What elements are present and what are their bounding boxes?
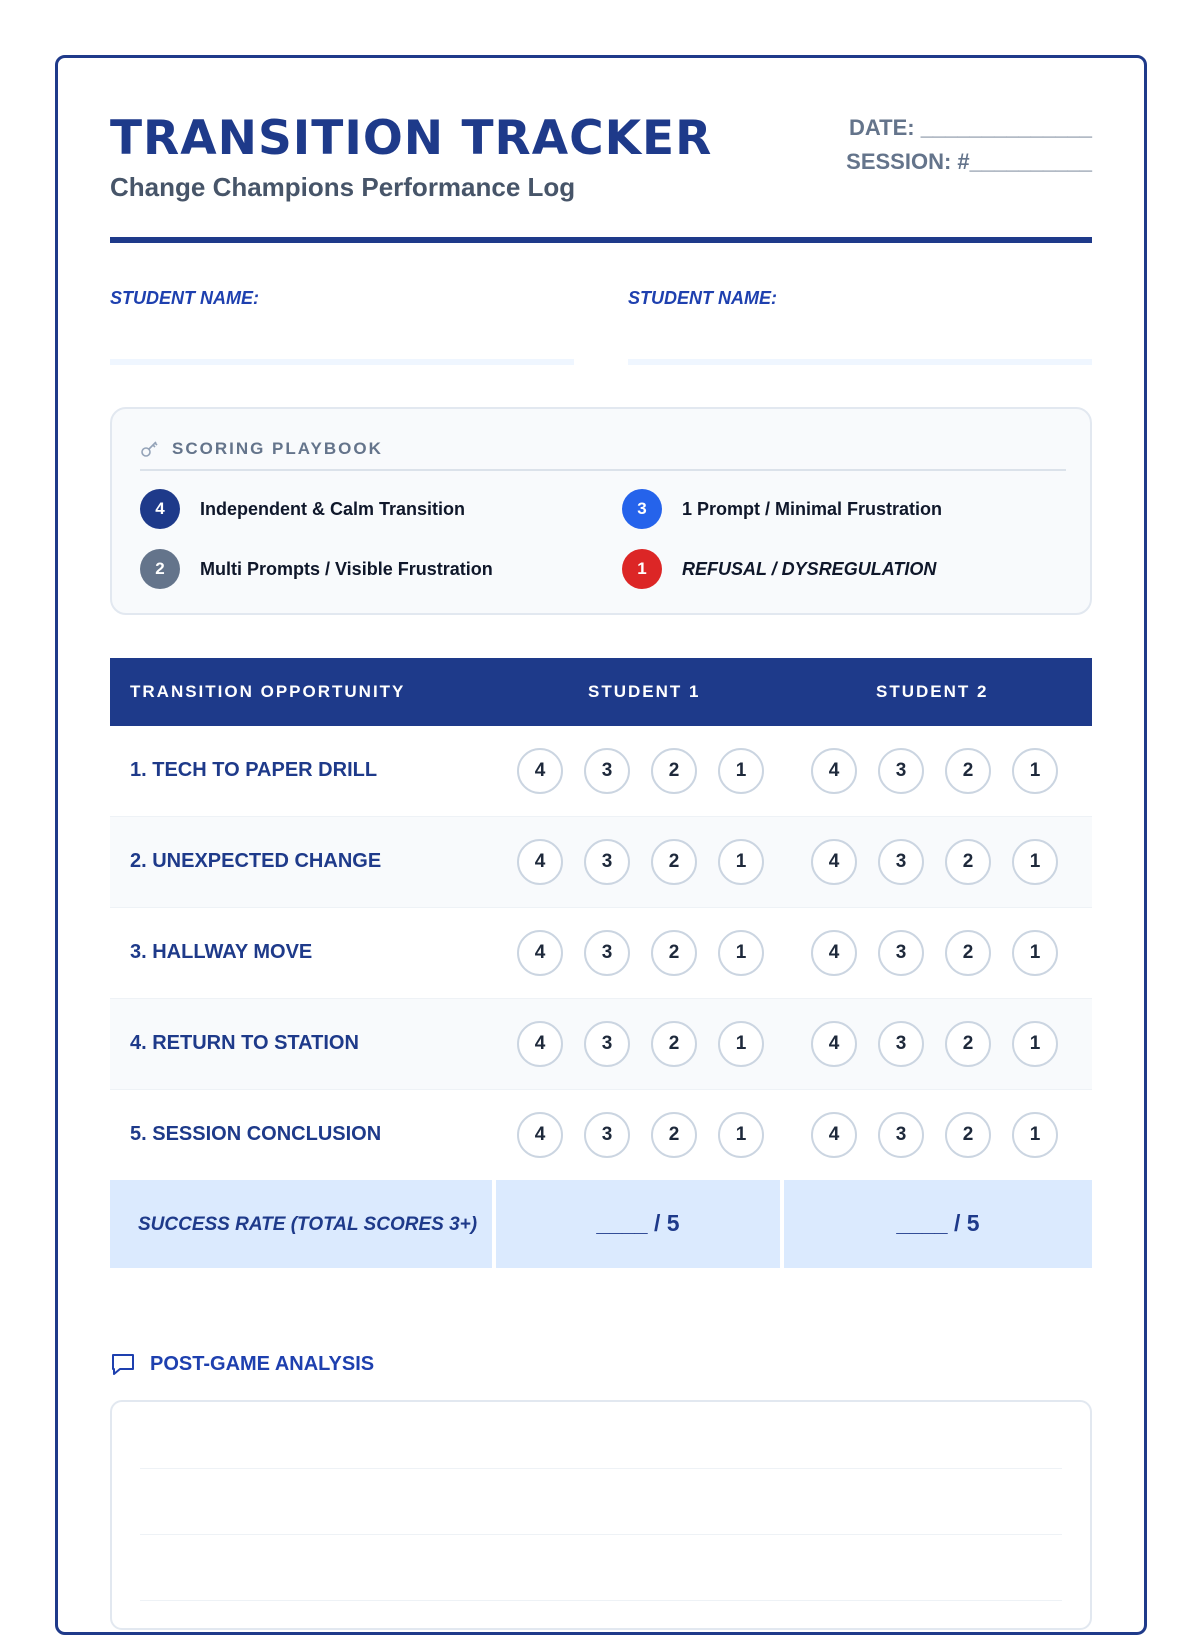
legend-dot-4: 4 [140, 489, 180, 529]
student-2-score-option[interactable]: 1 [1012, 930, 1058, 976]
student-2-score-option[interactable]: 2 [945, 930, 991, 976]
transition-label: 3. HALLWAY MOVE [130, 941, 313, 963]
legend-label-1: REFUSAL / DYSREGULATION [682, 559, 937, 579]
table-row [110, 908, 1092, 998]
student-1-score-option[interactable]: 3 [584, 748, 630, 794]
student-1-score-option[interactable]: 1 [718, 748, 764, 794]
key-icon [140, 439, 160, 464]
analysis-notes[interactable] [110, 1400, 1092, 1630]
header-transition: TRANSITION OPPORTUNITY [130, 682, 406, 701]
student-1-score-option[interactable]: 2 [651, 1021, 697, 1067]
table-row [110, 816, 1092, 908]
student-1-score-option[interactable]: 1 [718, 930, 764, 976]
notes-line [140, 1534, 1062, 1535]
student-2-score-option[interactable]: 3 [878, 839, 924, 885]
student-1-score-option[interactable]: 2 [651, 1112, 697, 1158]
header [110, 109, 1092, 243]
student-2-score-option[interactable]: 2 [945, 1112, 991, 1158]
student-2-score-option[interactable]: 3 [878, 930, 924, 976]
date-session-block [846, 111, 1092, 179]
student-2-score-option[interactable]: 1 [1012, 1021, 1058, 1067]
student-1-total-cell[interactable] [496, 1180, 780, 1268]
sheet-content [55, 55, 1147, 1600]
student-2-score-option[interactable]: 1 [1012, 1112, 1058, 1158]
header-student-1: STUDENT 1 [588, 682, 701, 701]
student-name-block-1 [110, 287, 574, 365]
student-1-score-option[interactable]: 4 [517, 839, 563, 885]
legend-label-3: 1 Prompt / Minimal Frustration [682, 499, 943, 519]
student-1-score-option[interactable]: 2 [651, 748, 697, 794]
student-2-total-cell[interactable] [784, 1180, 1092, 1268]
student-2-score-option[interactable]: 4 [811, 1021, 857, 1067]
success-rate-label: SUCCESS RATE (TOTAL SCORES 3+) [138, 1214, 478, 1235]
table-body [110, 726, 1092, 1180]
transition-label: 5. SESSION CONCLUSION [130, 1123, 382, 1145]
legend-dot-1: 1 [622, 549, 662, 589]
student-2-score-option[interactable]: 4 [811, 839, 857, 885]
student-2-score-option[interactable]: 3 [878, 1021, 924, 1067]
student-1-score-option[interactable]: 1 [718, 1112, 764, 1158]
page-title: TRANSITION TRACKER [110, 111, 713, 166]
student-1-score-option[interactable]: 3 [584, 930, 630, 976]
legend-label-4: Independent & Calm Transition [200, 499, 466, 519]
page-subtitle: Change Champions Performance Log [110, 172, 576, 202]
student-1-score-option[interactable]: 3 [584, 839, 630, 885]
student-2-score-option[interactable]: 3 [878, 1112, 924, 1158]
student-name-label-1: STUDENT NAME: [110, 288, 259, 308]
student-1-score-option[interactable]: 2 [651, 930, 697, 976]
legend-dot-3: 3 [622, 489, 662, 529]
student-name-label-2: STUDENT NAME: [628, 288, 777, 308]
student-1-score-option[interactable]: 2 [651, 839, 697, 885]
table-row [110, 1090, 1092, 1180]
student-1-score-option[interactable]: 3 [584, 1021, 630, 1067]
notes-line [140, 1600, 1062, 1601]
student-1-score-option[interactable]: 4 [517, 1021, 563, 1067]
analysis-title: POST-GAME ANALYSIS [150, 1353, 375, 1375]
success-rate-row [110, 1180, 1092, 1268]
student-1-score-option[interactable]: 4 [517, 1112, 563, 1158]
student-1-score-option[interactable]: 3 [584, 1112, 630, 1158]
student-1-total: ____ / 5 [596, 1210, 680, 1236]
student-2-total: ____ / 5 [896, 1210, 980, 1236]
student-2-score-option[interactable]: 2 [945, 839, 991, 885]
student-2-score-option[interactable]: 1 [1012, 748, 1058, 794]
student-1-score-option[interactable]: 1 [718, 1021, 764, 1067]
student-name-block-2 [628, 287, 1092, 365]
student-2-score-option[interactable]: 4 [811, 930, 857, 976]
notes-line [140, 1468, 1062, 1469]
student-1-score-option[interactable]: 4 [517, 748, 563, 794]
student-names [110, 287, 1092, 367]
success-rate-label-cell [110, 1180, 492, 1268]
legend-label-2: Multi Prompts / Visible Frustration [200, 559, 493, 579]
legend-dot-2: 2 [140, 549, 180, 589]
table-row [110, 998, 1092, 1090]
student-name-field-2[interactable] [628, 359, 1092, 365]
table-row [110, 726, 1092, 816]
speech-bubble-icon [110, 1351, 136, 1382]
student-2-score-option[interactable]: 2 [945, 748, 991, 794]
table-header [110, 658, 1092, 726]
transition-label: 4. RETURN TO STATION [130, 1032, 359, 1054]
student-2-score-option[interactable]: 4 [811, 1112, 857, 1158]
student-2-score-option[interactable]: 3 [878, 748, 924, 794]
transition-label: 1. TECH TO PAPER DRILL [130, 759, 378, 781]
date-field[interactable]: DATE: ______________ [849, 115, 1092, 140]
session-field[interactable]: SESSION: #__________ [846, 149, 1092, 174]
student-2-score-option[interactable]: 2 [945, 1021, 991, 1067]
header-student-2: STUDENT 2 [876, 682, 989, 701]
playbook-header [140, 435, 1066, 471]
score-table [110, 658, 1092, 1268]
student-1-score-option[interactable]: 1 [718, 839, 764, 885]
playbook-title: SCORING PLAYBOOK [172, 439, 383, 458]
student-2-score-option[interactable]: 1 [1012, 839, 1058, 885]
student-2-score-option[interactable]: 4 [811, 748, 857, 794]
scoring-playbook [110, 407, 1092, 615]
student-1-score-option[interactable]: 4 [517, 930, 563, 976]
transition-label: 2. UNEXPECTED CHANGE [130, 850, 382, 872]
student-name-field-1[interactable] [110, 359, 574, 365]
